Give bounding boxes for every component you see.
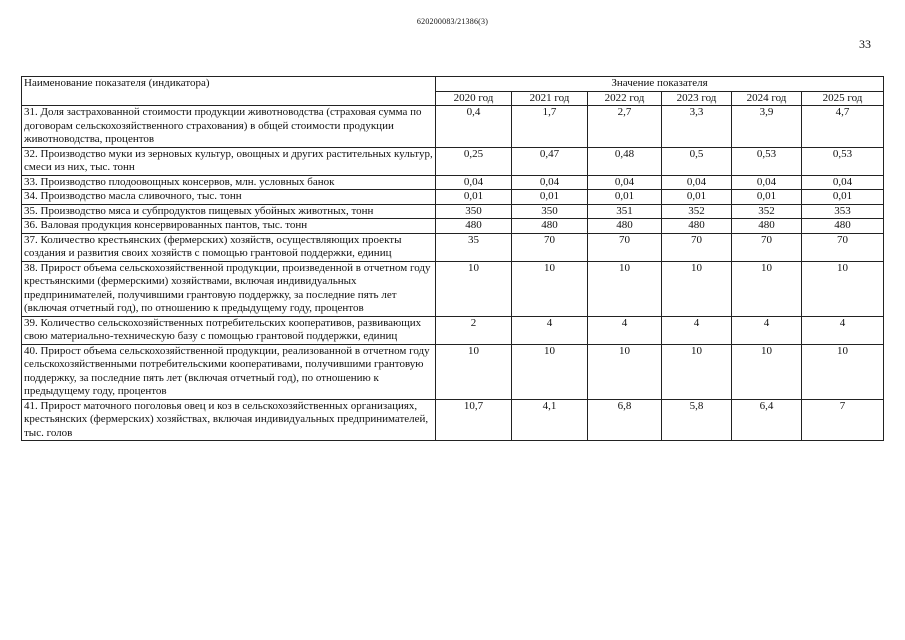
indicator-value-cell: 10	[802, 344, 884, 399]
indicator-value-cell: 10	[436, 261, 512, 316]
indicator-name-cell: 35. Производство мяса и субпродуктов пищевых убойных животных, тонн	[22, 204, 436, 219]
table-row	[22, 204, 884, 219]
table-row	[22, 399, 884, 441]
indicator-name-cell: 33. Производство плодоовощных консервов, млн. условных банок	[22, 175, 436, 190]
indicator-value-cell: 1,7	[512, 106, 588, 148]
indicator-value-cell: 70	[512, 233, 588, 261]
indicator-value-cell: 3,3	[662, 106, 732, 148]
indicator-value-cell: 351	[588, 204, 662, 219]
indicator-value-cell: 0,25	[436, 147, 512, 175]
indicator-name-header: Наименование показателя (индикатора)	[22, 77, 436, 106]
indicator-value-cell: 4	[732, 316, 802, 344]
indicator-value-cell: 0,01	[588, 190, 662, 205]
table-row	[22, 316, 884, 344]
indicator-value-cell: 2	[436, 316, 512, 344]
indicator-value-cell: 4,7	[802, 106, 884, 148]
indicator-value-cell: 0,04	[436, 175, 512, 190]
indicator-value-cell: 10	[802, 261, 884, 316]
indicator-value-header: Значение показателя	[436, 77, 884, 92]
table-row	[22, 219, 884, 234]
indicator-value-cell: 10	[512, 261, 588, 316]
indicator-value-cell: 480	[802, 219, 884, 234]
document-id: 620200083/21386(3)	[416, 17, 489, 26]
indicator-value-cell: 10	[512, 344, 588, 399]
year-header: 2022 год	[588, 91, 662, 106]
indicator-value-cell: 10	[732, 344, 802, 399]
table-row	[22, 261, 884, 316]
indicator-value-cell: 70	[662, 233, 732, 261]
indicator-name-cell: 34. Производство масла сливочного, тыс. тонн	[22, 190, 436, 205]
indicator-name-cell: 39. Количество сельскохозяйственных потребительских кооперативов, развивающих свою материально-техническую базу с помощью грантовой поддержки, единиц	[22, 316, 436, 344]
indicator-value-cell: 0,53	[732, 147, 802, 175]
table-row	[22, 106, 884, 148]
indicator-value-cell: 480	[512, 219, 588, 234]
indicator-value-cell: 70	[588, 233, 662, 261]
year-header: 2021 год	[512, 91, 588, 106]
indicator-value-cell: 10	[588, 261, 662, 316]
indicator-value-cell: 0,01	[802, 190, 884, 205]
indicator-value-cell: 0,5	[662, 147, 732, 175]
indicator-value-cell: 353	[802, 204, 884, 219]
indicator-name-cell: 37. Количество крестьянских (фермерских) хозяйств, осуществляющих проекты создания и развития своих хозяйств с помощью грантовой поддержки, единиц	[22, 233, 436, 261]
indicator-value-cell: 0,04	[588, 175, 662, 190]
indicator-value-cell: 7	[802, 399, 884, 441]
indicator-value-cell: 70	[732, 233, 802, 261]
indicator-value-cell: 0,4	[436, 106, 512, 148]
indicator-value-cell: 10	[662, 344, 732, 399]
indicator-value-cell: 350	[512, 204, 588, 219]
indicator-value-cell: 10,7	[436, 399, 512, 441]
table-row	[22, 233, 884, 261]
table-row	[22, 190, 884, 205]
indicator-value-cell: 10	[732, 261, 802, 316]
indicator-value-cell: 0,04	[662, 175, 732, 190]
indicator-name-cell: 36. Валовая продукция консервированных пантов, тыс. тонн	[22, 219, 436, 234]
indicator-name-cell: 38. Прирост объема сельскохозяйственной продукции, произведенной в отчетном году крестьянскими (фермерскими) хозяйствами, включая индивидуальных предпринимателей, получившими грантовую поддержку, за последние пять лет (включая отчетный год), по отношению к предыдущему году, процентов	[22, 261, 436, 316]
indicator-value-cell: 0,04	[512, 175, 588, 190]
indicator-value-cell: 0,01	[512, 190, 588, 205]
indicator-name-cell: 40. Прирост объема сельскохозяйственной продукции, реализованной в отчетном году сельскохозяйственными потребительскими кооперативами, получившими грантовую поддержку, за последние пять лет (включая отчетный год), по отношению к предыдущему году, процентов	[22, 344, 436, 399]
table-row	[22, 147, 884, 175]
indicator-value-cell: 0,48	[588, 147, 662, 175]
indicator-value-cell: 480	[436, 219, 512, 234]
indicator-value-cell: 352	[732, 204, 802, 219]
indicator-name-cell: 31. Доля застрахованной стоимости продукции животноводства (страховая сумма по договорам сельскохозяйственного страхования) в общей стоимости продукции животноводства, процентов	[22, 106, 436, 148]
indicator-value-cell: 480	[588, 219, 662, 234]
indicator-value-cell: 4	[588, 316, 662, 344]
page-number: 33	[859, 37, 871, 51]
year-header: 2025 год	[802, 91, 884, 106]
indicator-value-cell: 350	[436, 204, 512, 219]
indicator-value-cell: 10	[588, 344, 662, 399]
indicator-value-cell: 480	[732, 219, 802, 234]
indicator-value-cell: 0,04	[802, 175, 884, 190]
indicator-value-cell: 480	[662, 219, 732, 234]
year-header: 2023 год	[662, 91, 732, 106]
indicator-value-cell: 4	[512, 316, 588, 344]
indicator-value-cell: 0,01	[436, 190, 512, 205]
indicator-value-cell: 4,1	[512, 399, 588, 441]
year-header: 2024 год	[732, 91, 802, 106]
year-header: 2020 год	[436, 91, 512, 106]
indicator-value-cell: 10	[436, 344, 512, 399]
table-row	[22, 175, 884, 190]
indicator-value-cell: 0,01	[732, 190, 802, 205]
indicator-value-cell: 10	[662, 261, 732, 316]
indicator-value-cell: 35	[436, 233, 512, 261]
indicator-value-cell: 0,01	[662, 190, 732, 205]
indicator-value-cell: 2,7	[588, 106, 662, 148]
indicator-table	[21, 76, 884, 441]
table-body	[22, 106, 884, 441]
indicator-value-cell: 0,47	[512, 147, 588, 175]
indicator-name-cell: 32. Производство муки из зерновых культур, овощных и других растительных культур, смеси из них, тыс. тонн	[22, 147, 436, 175]
indicator-value-cell: 6,8	[588, 399, 662, 441]
indicator-name-cell: 41. Прирост маточного поголовья овец и коз в сельскохозяйственных организациях, крестьянских (фермерских) хозяйствах, включая индивидуальных предпринимателей, тыс. голов	[22, 399, 436, 441]
table-row	[22, 344, 884, 399]
indicator-value-cell: 6,4	[732, 399, 802, 441]
indicator-value-cell: 5,8	[662, 399, 732, 441]
indicator-value-cell: 0,53	[802, 147, 884, 175]
header-row	[22, 77, 884, 92]
indicator-value-cell: 3,9	[732, 106, 802, 148]
indicator-value-cell: 4	[662, 316, 732, 344]
indicator-value-cell: 0,04	[732, 175, 802, 190]
indicator-value-cell: 70	[802, 233, 884, 261]
indicator-value-cell: 4	[802, 316, 884, 344]
indicator-value-cell: 352	[662, 204, 732, 219]
